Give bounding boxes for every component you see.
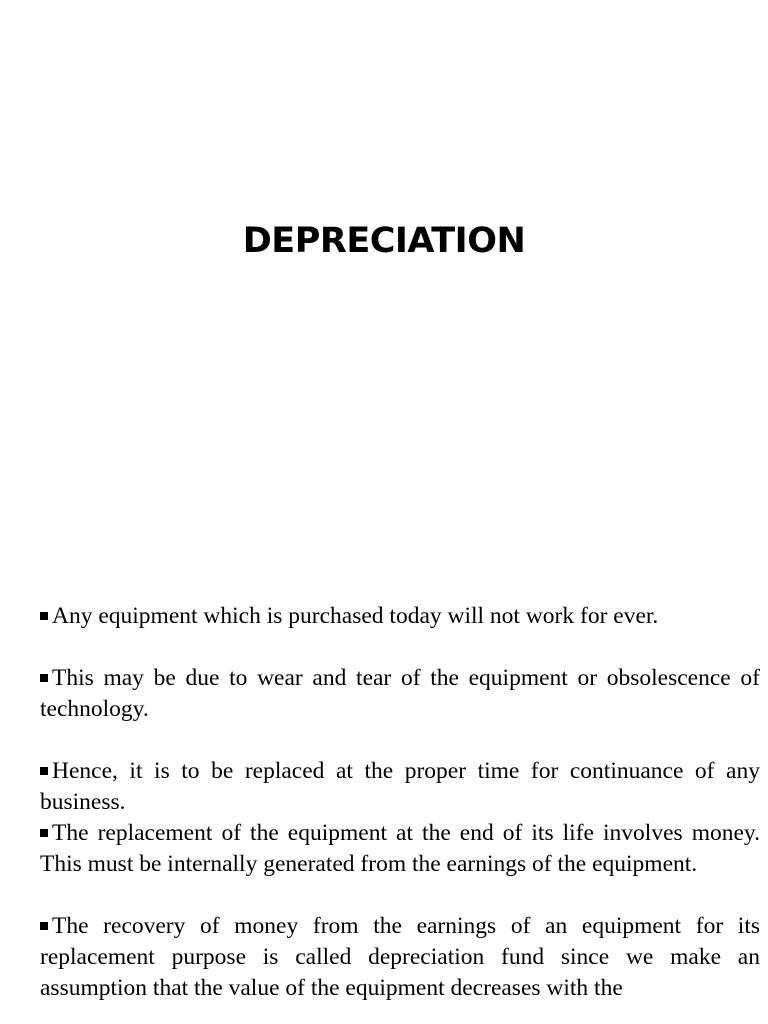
paragraph-text: Hence, it is to be replaced at the proper time for continuance of any business. xyxy=(40,758,760,815)
square-bullet-icon xyxy=(40,829,48,837)
paragraph-3 xyxy=(40,756,760,818)
page-title: DEPRECIATION xyxy=(242,221,526,261)
paragraph-1 xyxy=(40,601,760,632)
square-bullet-icon xyxy=(40,612,48,620)
paragraph-text: Any equipment which is purchased today will not work for ever. xyxy=(52,603,659,629)
paragraph-text: The recovery of money from the earnings of an equipment for its replacement purpose is called depreciation fund since we make an assumption that the value of the equipment decreases with the xyxy=(40,913,760,1001)
paragraph-text: This may be due to wear and tear of the equipment or obsolescence of technology. xyxy=(40,665,760,722)
square-bullet-icon xyxy=(40,922,48,930)
body-content xyxy=(40,601,760,1004)
paragraph-5 xyxy=(40,911,760,1004)
square-bullet-icon xyxy=(40,767,48,775)
square-bullet-icon xyxy=(40,674,48,682)
paragraph-2 xyxy=(40,663,760,725)
paragraph-text: The replacement of the equipment at the end of its life involves money. This must be internally generated from the earnings of the equipment. xyxy=(40,820,760,877)
paragraph-4 xyxy=(40,818,760,880)
